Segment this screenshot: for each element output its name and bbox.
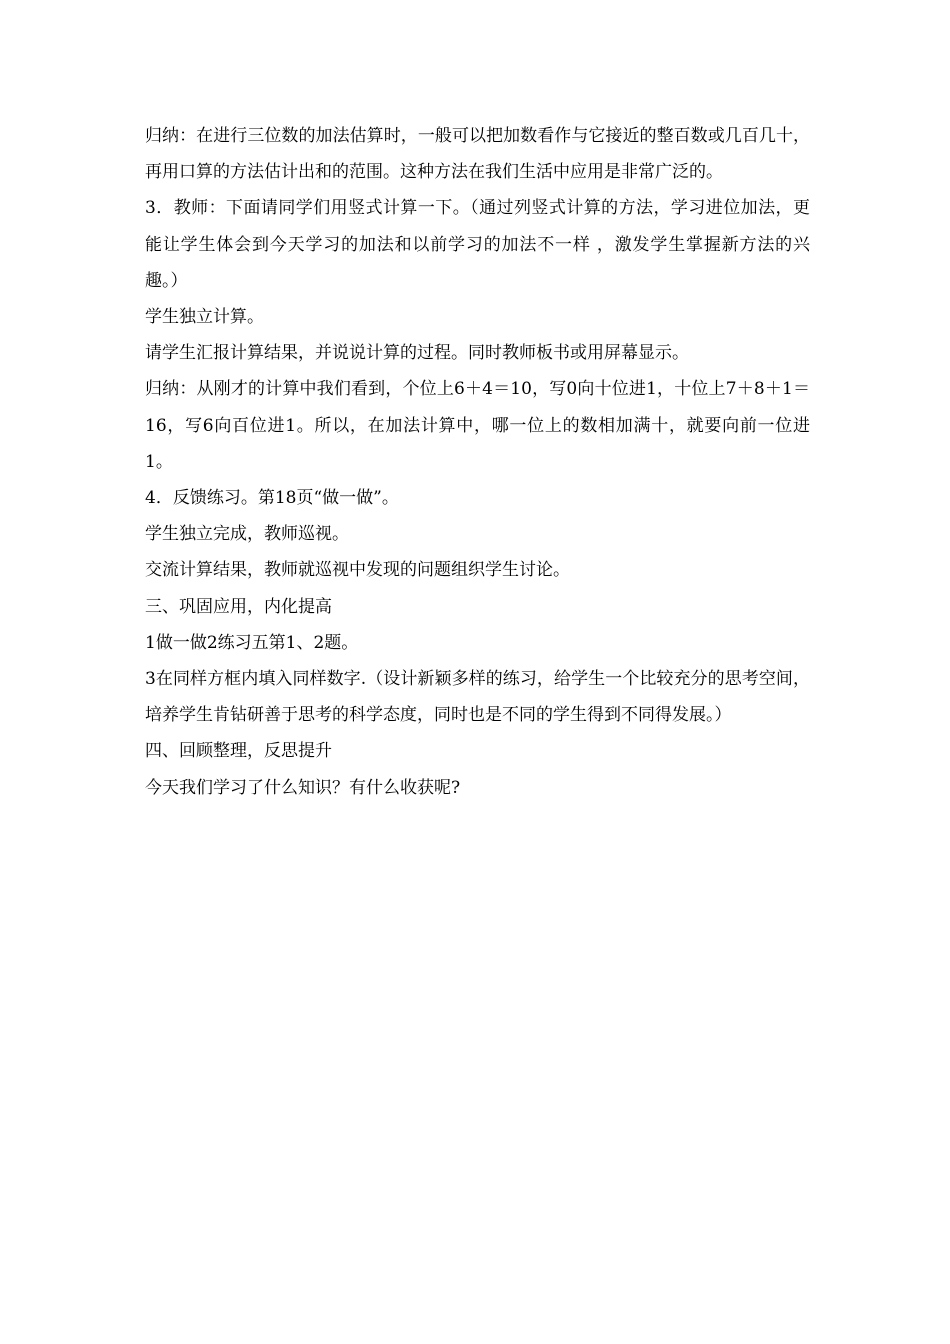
document-body [145, 118, 810, 806]
paragraph-exchange-results: 交流计算结果，教师就巡视中发现的问题组织学生讨论。 [145, 560, 570, 581]
paragraph-step-4-feedback: 4．反馈练习。第18页“做一做”。 [145, 488, 399, 509]
paragraph-independent-calculation: 学生独立计算。 [145, 307, 264, 328]
paragraph-summary-estimation: 归纳：在进行三位数的加法估算时，一般可以把加数看作与它接近的整百数或几百几十，再用口算的方法估计出和的范围。这种方法在我们生活中应用是非常广泛的。 [145, 126, 810, 183]
paragraph-summary-carry: 归纳：从刚才的计算中我们看到，个位上6＋4＝10，写0向十位进1，十位上7＋8＋1＝16，写6向百位进1。所以，在加法计算中，哪一位上的数相加满十，就要向前一位进1。 [145, 379, 810, 472]
section-heading-3: 三、巩固应用，内化提高 [145, 596, 332, 617]
paragraph-step-3-teacher: 3．教师：下面请同学们用竖式计算一下。（通过列竖式计算的方法，学习进位加法，更能让学生体会到今天学习的加法和以前学习的加法不一样 ，激发学生掌握新方法的兴趣。） [145, 198, 810, 291]
paragraph-closing-question: 今天我们学习了什么知识？有什么收获呢? [145, 777, 461, 798]
section-heading-4: 四、回顾整理，反思提升 [145, 741, 332, 762]
paragraph-exercise-1: 1做一做2练习五第1、2题。 [145, 632, 359, 653]
paragraph-report-results: 请学生汇报计算结果，并说说计算的过程。同时教师板书或用屏幕显示。 [145, 343, 689, 364]
paragraph-exercise-3: 3在同样方框内填入同样数字.（设计新颖多样的练习，给学生一个比较充分的思考空间，培养学生肯钻研善于思考的科学态度，同时也是不同的学生得到不同得发展。） [145, 669, 810, 726]
paragraph-independent-completion: 学生独立完成，教师巡视。 [145, 524, 349, 545]
